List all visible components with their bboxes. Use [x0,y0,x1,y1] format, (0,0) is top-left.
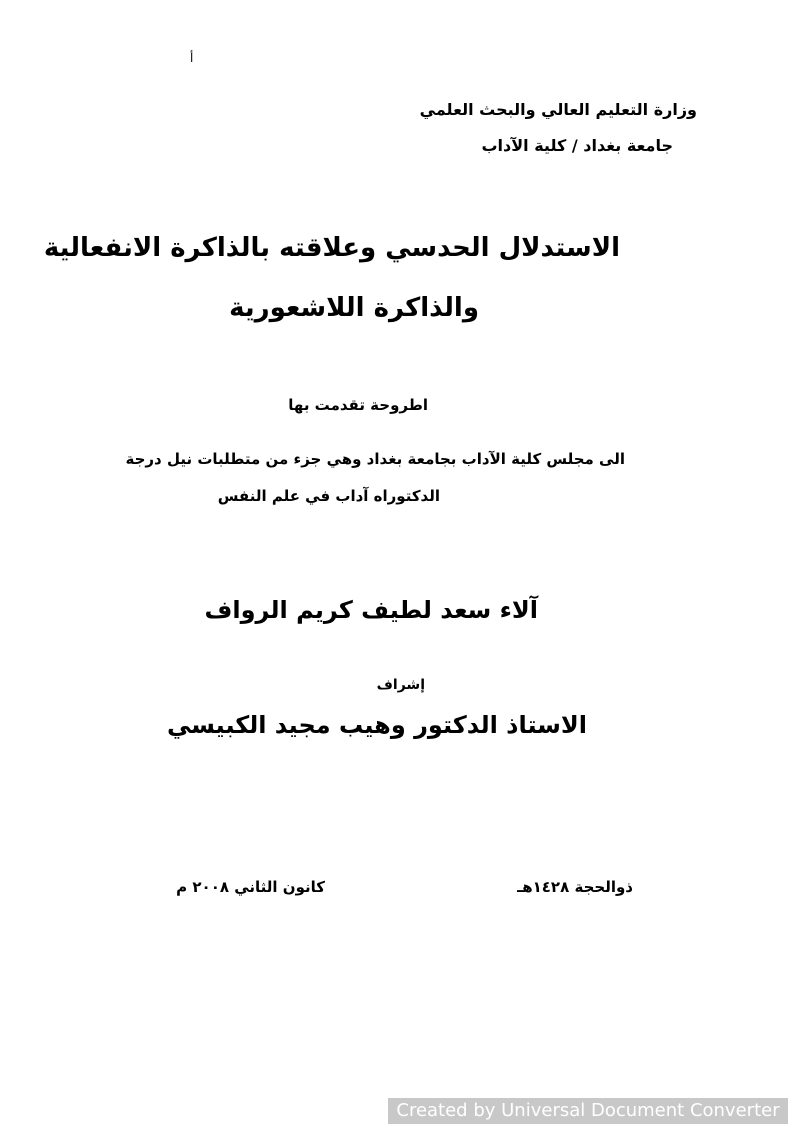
university-college-name: جامعة بغداد / كلية الآداب [481,136,673,155]
thesis-intro: اطروحة تقدمت بها [288,396,428,414]
thesis-title-line-2: والذاكرة اللاشعورية [229,293,479,323]
ministry-name: وزارة التعليم العالي والبحث العلمي [419,100,697,119]
submission-statement-line-1: الى مجلس كلية الآداب بجامعة بغداد وهي جزء من متطلبات نيل درجة [125,450,625,468]
submission-statement-line-2: الدكتوراه آداب في علم النفس [217,487,440,505]
page-number: أ [190,51,194,65]
thesis-title-line-1: الاستدلال الحدسي وعلاقته بالذاكرة الانفعالية [43,233,620,263]
hijri-date: ذوالحجة ١٤٢٨هـ [517,878,633,896]
gregorian-date: كانون الثاني ٢٠٠٨ م [176,878,325,896]
supervisor-name: الاستاذ الدكتور وهيب مجيد الكبيسي [166,711,587,739]
supervision-label: إشراف [376,677,425,693]
converter-watermark: Created by Universal Document Converter [388,1098,788,1124]
author-name: آلاء سعد لطيف كريم الرواف [204,596,538,624]
